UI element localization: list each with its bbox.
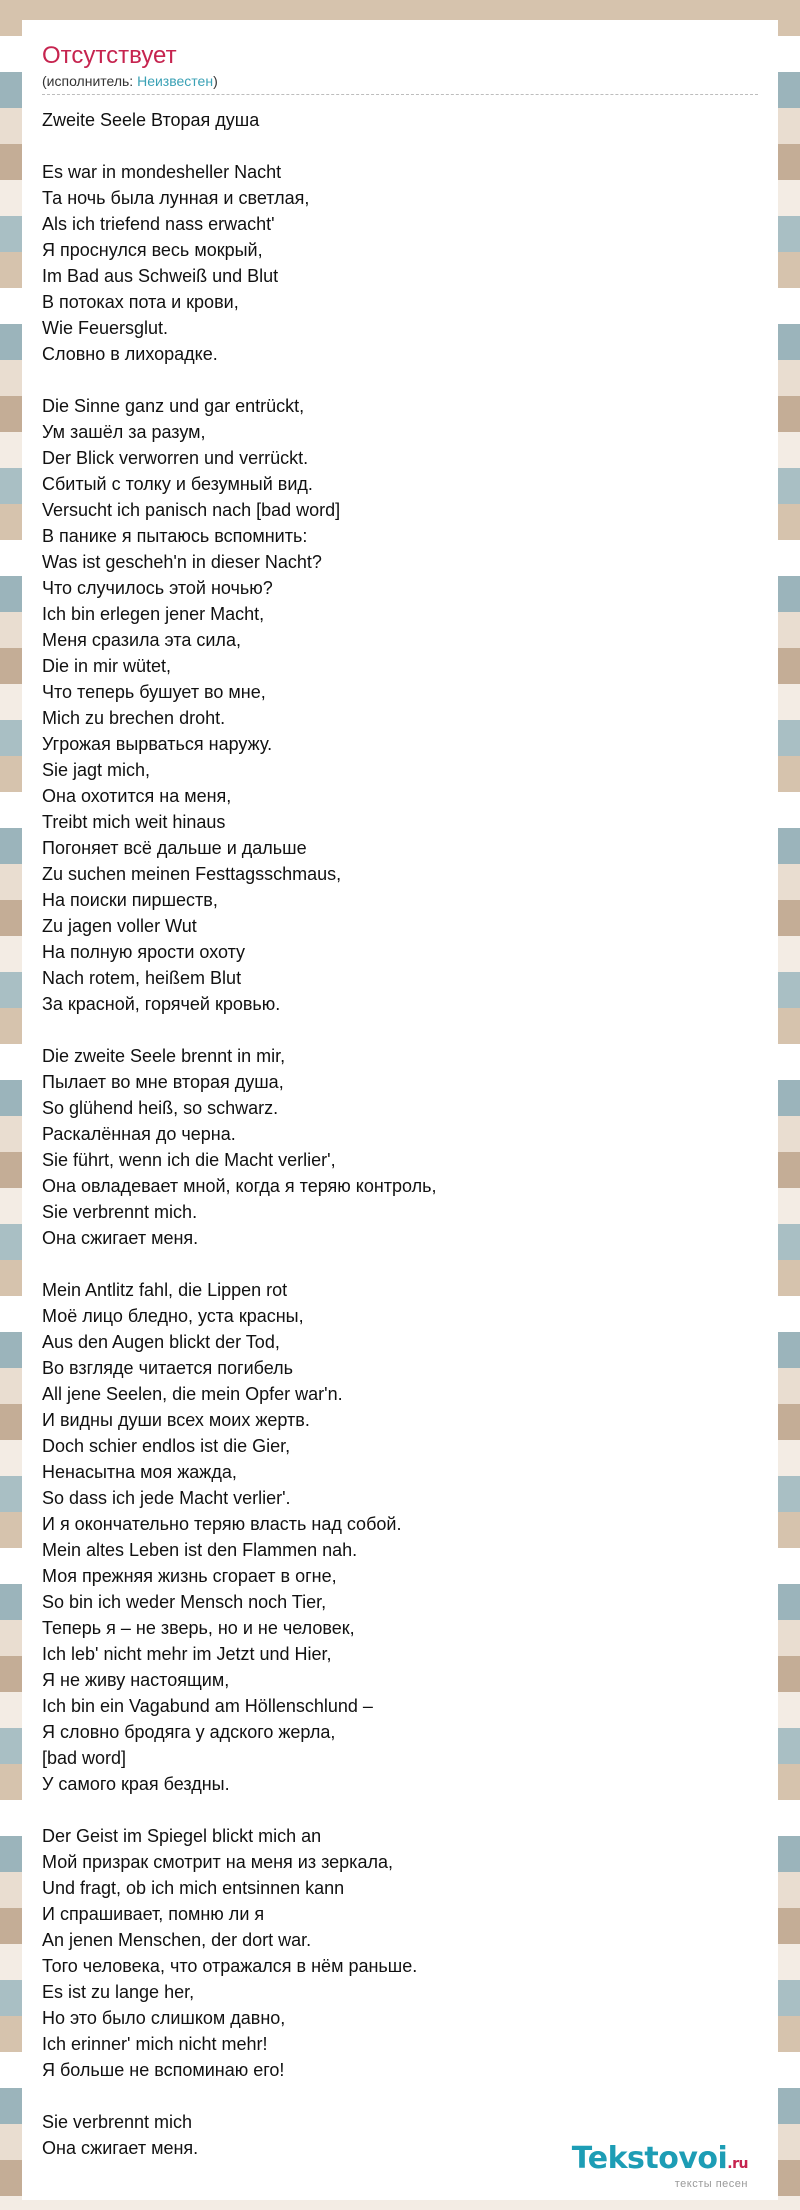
lyric-line: В потоках пота и крови,	[42, 292, 239, 312]
artist-line	[42, 72, 758, 95]
lyric-line: Мой призрак смотрит на меня из зеркала,	[42, 1852, 393, 1872]
lyric-line: Versucht ich panisch nach [bad word]	[42, 500, 341, 520]
lyric-line: Die Sinne ganz und gar entrückt,	[42, 396, 305, 416]
lyric-line: All jene Seelen, die mein Opfer war'n.	[42, 1384, 343, 1404]
logo-text: Tekstovoi	[571, 2141, 728, 2176]
lyric-line: Ich erinner' mich nicht mehr!	[42, 2034, 268, 2054]
lyric-line: Пылает во мне вторая душа,	[42, 1072, 284, 1092]
lyric-line: Sie jagt mich,	[42, 760, 151, 780]
lyric-line: An jenen Menschen, der dort war.	[42, 1930, 312, 1950]
site-logo[interactable]	[572, 2143, 748, 2190]
lyric-line: Sie verbrennt mich.	[42, 1202, 198, 1222]
lyric-line: Она охотится на меня,	[42, 786, 232, 806]
lyric-line: Ненасытна моя жажда,	[42, 1462, 237, 1482]
lyric-line: Что случилось этой ночью?	[42, 578, 273, 598]
lyric-line: За красной, горячей кровью.	[42, 994, 281, 1014]
lyric-line: Ich leb' nicht mehr im Jetzt und Hier,	[42, 1644, 332, 1664]
lyric-line: Mich zu brechen droht.	[42, 708, 226, 728]
lyric-line: Im Bad aus Schweiß und Blut	[42, 266, 279, 286]
lyric-line: Та ночь была лунная и светлая,	[42, 188, 310, 208]
lyric-line: На поиски пиршеств,	[42, 890, 218, 910]
artist-suffix: )	[213, 73, 218, 89]
lyric-line: Zu suchen meinen Festtagsschmaus,	[42, 864, 342, 884]
lyric-line: Doch schier endlos ist die Gier,	[42, 1436, 291, 1456]
lyric-line: И видны души всех моих жертв.	[42, 1410, 310, 1430]
lyric-line: Моё лицо бледно, уста красны,	[42, 1306, 304, 1326]
lyric-line: И спрашивает, помню ли я	[42, 1904, 265, 1924]
lyric-line: Die in mir wütet,	[42, 656, 172, 676]
lyric-line: Угрожая вырваться наружу.	[42, 734, 273, 754]
lyric-line: [bad word]	[42, 1748, 127, 1768]
lyrics-body	[42, 107, 758, 2161]
lyric-line: Ich bin ein Vagabund am Höllenschlund –	[42, 1696, 373, 1716]
lyric-line: Und fragt, ob ich mich entsinnen kann	[42, 1878, 345, 1898]
stanza-break	[42, 2083, 758, 2109]
lyric-line: Меня сразила эта сила,	[42, 630, 241, 650]
lyric-line: Она сжигает меня.	[42, 2138, 199, 2158]
lyric-line: Погоняет всё дальше и дальше	[42, 838, 307, 858]
lyric-line: Mein altes Leben ist den Flammen nah.	[42, 1540, 358, 1560]
lyric-line: Ум зашёл за разум,	[42, 422, 206, 442]
stanza-break	[42, 133, 758, 159]
lyric-line: На полную ярости охоту	[42, 942, 246, 962]
artist-prefix: (исполнитель:	[42, 73, 138, 89]
logo-tld: .ru	[727, 2156, 748, 2172]
lyric-line: Der Geist im Spiegel blickt mich an	[42, 1826, 322, 1846]
lyric-line: Сбитый с толку и безумный вид.	[42, 474, 313, 494]
lyric-line: Es war in mondesheller Nacht	[42, 162, 282, 182]
song-title: Отсутствует	[42, 42, 177, 69]
lyric-line: Sie verbrennt mich	[42, 2112, 193, 2132]
stanza-break	[42, 1017, 758, 1043]
lyrics-page	[22, 20, 778, 2200]
lyric-line: Aus den Augen blickt der Tod,	[42, 1332, 280, 1352]
lyric-line: Моя прежняя жизнь сгорает в огне,	[42, 1566, 337, 1586]
lyric-line: Es ist zu lange her,	[42, 1982, 195, 2002]
lyric-line: Я больше не вспоминаю его!	[42, 2060, 285, 2080]
lyric-line: Wie Feuersglut.	[42, 318, 169, 338]
lyric-line: Was ist gescheh'n in dieser Nacht?	[42, 552, 322, 572]
lyric-line: Она овладевает мной, когда я теряю контроль,	[42, 1176, 437, 1196]
lyric-line: Того человека, что отражался в нём раньше.	[42, 1956, 418, 1976]
lyric-line: Раскалённая до черна.	[42, 1124, 236, 1144]
lyric-line: Zu jagen voller Wut	[42, 916, 197, 936]
lyric-line: Der Blick verworren und verrückt.	[42, 448, 309, 468]
lyric-line: Я проснулся весь мокрый,	[42, 240, 263, 260]
lyric-line: Ich bin erlegen jener Macht,	[42, 604, 265, 624]
lyric-line: Nach rotem, heißem Blut	[42, 968, 242, 988]
lyric-line: У самого края бездны.	[42, 1774, 230, 1794]
lyric-line: В панике я пытаюсь вспомнить:	[42, 526, 308, 546]
lyric-line: И я окончательно теряю власть над собой.	[42, 1514, 402, 1534]
lyric-line: Теперь я – не зверь, но и не человек,	[42, 1618, 355, 1638]
stanza-break	[42, 367, 758, 393]
lyric-line: Во взгляде читается погибель	[42, 1358, 294, 1378]
lyric-line: Die zweite Seele brennt in mir,	[42, 1046, 286, 1066]
lyric-line: Я словно бродяга у адского жерла,	[42, 1722, 336, 1742]
lyric-line: Но это было слишком давно,	[42, 2008, 286, 2028]
lyric-line: Что теперь бушует во мне,	[42, 682, 266, 702]
stanza-break	[42, 1797, 758, 1823]
lyric-line: Als ich triefend nass erwacht'	[42, 214, 275, 234]
lyric-line: Mein Antlitz fahl, die Lippen rot	[42, 1280, 288, 1300]
lyric-line: Словно в лихорадке.	[42, 344, 218, 364]
lyric-line: Она сжигает меня.	[42, 1228, 199, 1248]
lyric-line: Я не живу настоящим,	[42, 1670, 230, 1690]
logo-tagline: тексты песен	[674, 2178, 748, 2190]
lyric-line: So dass ich jede Macht verlier'.	[42, 1488, 291, 1508]
lyric-line: So glühend heiß, so schwarz.	[42, 1098, 279, 1118]
stanza-break	[42, 1251, 758, 1277]
lyric-line: Zweite Seele Вторая душа	[42, 110, 260, 130]
lyric-line: So bin ich weder Mensch noch Tier,	[42, 1592, 327, 1612]
artist-link[interactable]: Неизвестен	[137, 73, 214, 89]
lyric-line: Sie führt, wenn ich die Macht verlier',	[42, 1150, 336, 1170]
lyric-line: Treibt mich weit hinaus	[42, 812, 226, 832]
